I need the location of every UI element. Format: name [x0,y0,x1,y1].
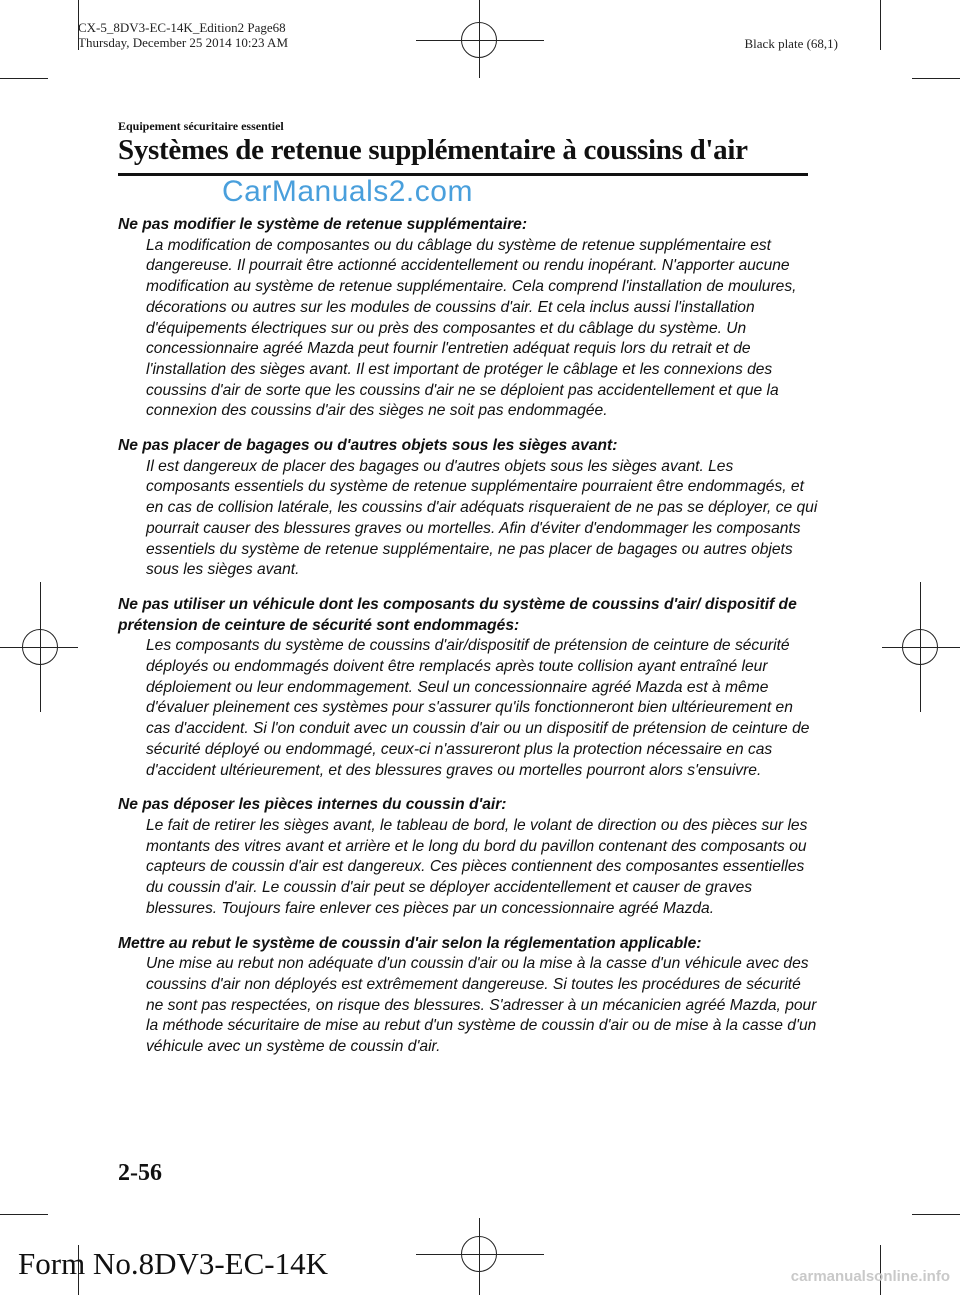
warning-heading: Mettre au rebut le système de coussin d'air selon la réglementation applicable: [118,934,702,952]
print-header [78,20,288,50]
warning-body: Il est dangereux de placer des bagages ou d'autres objets sous les sièges avant. Les composants essentiels du système de retenue supplémentaire pourraient être endommagés, et en cas de collision latérale, les coussins d'air adéquats risqueraient de ne pas se déployer, ce qui pourrait causer des blessures graves ou mortelles. Afin d'éviter d'endommager les composants essentiels du système de retenue supplémentaire, ne pas placer de bagages ou autres objets sous les sièges avant. [146,457,818,579]
warning-item [118,436,818,581]
warning-list [118,215,818,1072]
plate-label: Black plate (68,1) [744,36,838,51]
warning-heading: Ne pas utiliser un véhicule dont les composants du système de coussins d'air/ dispositif de prétension de ceinture de sécurité sont endommagés: [118,595,797,634]
site-watermark: carmanualsonline.info [790,1268,950,1285]
print-header-line1: CX-5_8DV3-EC-14K_Edition2 Page68 [78,20,286,35]
warning-item [118,215,818,422]
page-title: Systèmes de retenue supplémentaire à coussins d'air [118,134,748,166]
page-number: 2-56 [118,1160,162,1186]
print-header-line2: Thursday, December 25 2014 10:23 AM [78,35,289,50]
warning-body: Les composants du système de coussins d'air/dispositif de prétension de ceinture de sécurité déployés ou endommagés doivent être remplacés après toute collision ayant entraîné leur déploiement ou leur endommagement. Seul un concessionnaire agréé Mazda est à même d'évaluer pleinement ces systèmes pour s'assurer qu'ils fonctionneront bien ultérieurement en cas d'accident. Si l'on conduit avec un coussin d'air ou un dispositif de prétension de ceinture de sécurité déployé ou endommagé, ceux-ci n'assureront plus la protection nécessaire en cas d'accident ultérieurement, et des blessures graves ou mortelles pourront alors s'ensuivre. [146,637,810,779]
warning-body: Le fait de retirer les sièges avant, le tableau de bord, le volant de direction ou des pièces sur les montants des vitres avant et arrière et le long du bord du pavillon contenant des composants ou capteurs de coussin d'air est dangereux. Ces pièces contiennent des composantes essentielles du coussin d'air. Le coussin d'air peut se déployer accidentellement et causer de graves blessures. Toujours faire enlever ces pièces par un concessionnaire agréé Mazda. [146,816,808,917]
warning-item [118,934,818,1058]
warning-heading: Ne pas modifier le système de retenue supplémentaire: [118,216,528,233]
warning-heading: Ne pas déposer les pièces internes du coussin d'air: [118,796,507,814]
warning-item [118,795,818,919]
form-number: Form No.8DV3-EC-14K [18,1246,328,1281]
section-label: Equipement sécuritaire essentiel [118,119,284,133]
warning-item [118,595,818,781]
warning-body: Une mise au rebut non adéquate d'un coussin d'air ou la mise à la casse d'un véhicule avec des coussins d'air non déployés est extrêmement dangereuse. Si toutes les procédures de sécurité ne sont pas respectées, on risque des blessures. S'adresser à un mécanicien agréé Mazda, pour la méthode sécuritaire de mise au rebut d'un système de coussin d'air ou de mise à la casse d'un véhicule avec un système de coussin d'air. [146,955,817,1056]
warning-body: La modification de composantes ou du câblage du système de retenue supplémentaire est dangereuse. Il pourrait être actionné accidentellement ou rendu inopérant. N'apporter aucune modification au système de retenue supplémentaire. Cela comprend l'installation de moulures, décorations ou autres sur les modules de coussins d'air. Et cela inclus aussi l'installation d'équipements électriques sur ou près des composantes et du câblage du système. Un concessionnaire agréé Mazda peut fournir l'entretien adéquat requis lors du retrait et de l'installation des sièges avant. Il est important de protéger le câblage et les connexions des coussins d'air de sorte que les coussins d'air ne se déploient pas accidentellement et que la connexion des coussins d'air des sièges ne soit pas endommagée. [146,236,797,420]
carmanuals-watermark: CarManuals2.com [222,175,473,208]
warning-heading: Ne pas placer de bagages ou d'autres objets sous les sièges avant: [118,437,618,455]
